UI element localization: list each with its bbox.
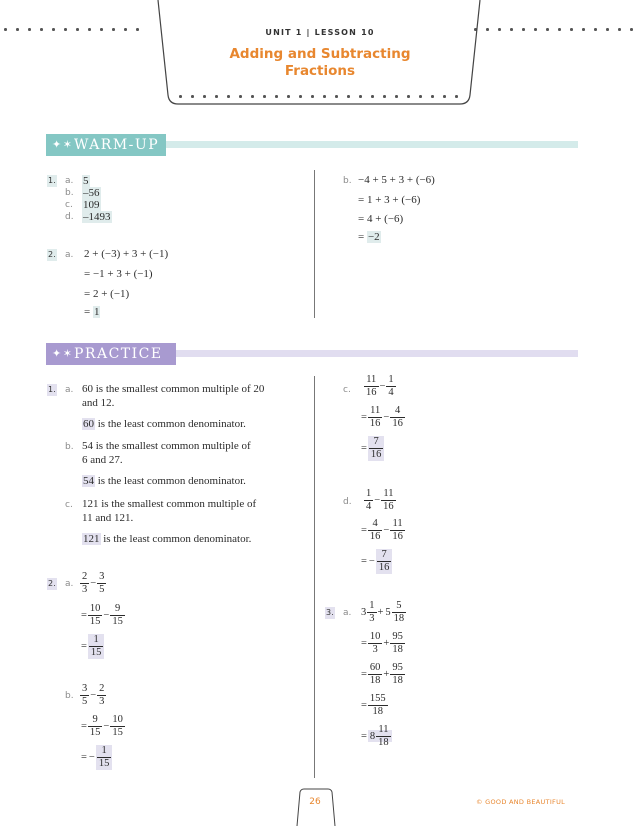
- dot: [263, 95, 266, 98]
- practice-q3-step3: = $\frac{60}{18}$ + $\frac{95}{18}$: [361, 662, 403, 686]
- practice-q3-step5: = 8 $\frac{11}{18}$: [360, 724, 392, 749]
- fraction: $\frac{1}{3}$: [369, 600, 375, 624]
- dot: [443, 95, 446, 98]
- dot: [510, 28, 513, 31]
- dot: [28, 28, 31, 31]
- warmup-q2-answer: 1: [93, 306, 100, 318]
- practice-q1a-line2: and 12.: [82, 397, 115, 409]
- practice-q1b-value: 54: [83, 475, 94, 487]
- dot: [203, 95, 206, 98]
- dot: [359, 95, 362, 98]
- warmup-q1c-value: 109: [83, 199, 100, 211]
- practice-q1a-answer: [82, 418, 246, 431]
- fraction: $\frac{11}{16}$: [383, 488, 394, 512]
- dot: [558, 28, 561, 31]
- practice-q3-step4: = $\frac{155}{18}$: [361, 693, 386, 717]
- fraction: $\frac{11}{16}$: [369, 405, 381, 429]
- dot: [546, 28, 549, 31]
- practice-column-divider: [314, 376, 315, 778]
- warmup-q1b-line3: = 4 + (−6): [358, 213, 404, 225]
- practice-q1d-work-label: d.: [343, 497, 352, 507]
- practice-q1d-step2: = $\frac{4}{16}$ − $\frac{11}{16}$: [361, 518, 403, 542]
- dot: [64, 28, 67, 31]
- practice-q2a-label: a.: [65, 579, 74, 589]
- dot: [431, 95, 434, 98]
- fraction: $\frac{9}{15}$: [89, 714, 101, 738]
- dot: [88, 28, 91, 31]
- practice-q2a-step3: = $\frac{1}{15}$: [80, 634, 104, 659]
- warmup-q1c-label: c.: [65, 200, 73, 210]
- fraction: $\frac{5}{18}$: [393, 600, 405, 624]
- practice-q1c-step1: $\frac{11}{16}$ − $\frac{1}{4}$: [366, 374, 394, 398]
- fraction: $\frac{3}{5}$: [99, 571, 105, 595]
- practice-q2a-answer: $\frac{1}{15}$: [88, 634, 105, 659]
- warmup-banner: [46, 134, 166, 156]
- dot: [606, 28, 609, 31]
- warmup-q1-number: 1.: [48, 176, 56, 185]
- fraction: $\frac{11}{16}$: [392, 518, 403, 542]
- dot: [52, 28, 55, 31]
- warmup-q1b-label: b.: [65, 188, 74, 198]
- practice-q1d-step1: $\frac{1}{4}$ − $\frac{11}{16}$: [366, 488, 394, 512]
- footer-brand: © GOOD AND BEAUTIFUL: [476, 798, 566, 806]
- practice-q1c-answer: [82, 533, 251, 546]
- unit-lesson-label: UNIT 1 | LESSON 10: [265, 28, 375, 37]
- practice-q1c-work-label: c.: [343, 385, 351, 395]
- warmup-q2-line3: = 2 + (−1): [84, 288, 130, 300]
- practice-q1d-result: $\frac{7}{16}$: [376, 549, 393, 574]
- practice-q2b-step3: = − $\frac{1}{15}$: [80, 745, 112, 770]
- fraction: $\frac{11}{18}$: [378, 724, 389, 748]
- dot: [594, 28, 597, 31]
- dot: [371, 95, 374, 98]
- dot: [395, 95, 398, 98]
- practice-q2b-answer: $\frac{1}{15}$: [96, 745, 113, 770]
- dot: [251, 95, 254, 98]
- dot: [618, 28, 621, 31]
- equals-sign: =: [84, 306, 91, 318]
- dot: [323, 95, 326, 98]
- fraction: $\frac{95}{18}$: [392, 662, 403, 686]
- practice-q3-step1: 3 $\frac{1}{3}$ + 5 $\frac{5}{18}$: [361, 600, 405, 624]
- dot: [179, 95, 182, 98]
- dot: [100, 28, 103, 31]
- warmup-q2-number: 2.: [48, 250, 56, 259]
- fraction: $\frac{1}{4}$: [388, 374, 394, 398]
- warmup-q2a-label: a.: [65, 250, 74, 260]
- dot: [227, 95, 230, 98]
- practice-q2-number: 2.: [48, 579, 56, 588]
- practice-q1a-value: 60: [83, 418, 94, 430]
- practice-q2b-step2: = $\frac{9}{15}$ − $\frac{10}{15}$: [81, 714, 123, 738]
- practice-q1a-label: a.: [65, 385, 74, 395]
- fraction: $\frac{10}{15}$: [112, 714, 123, 738]
- dot: [215, 95, 218, 98]
- dot: [407, 95, 410, 98]
- practice-q1b-line2: 6 and 27.: [82, 454, 123, 466]
- practice-q2a-step2: = $\frac{10}{15}$ − $\frac{9}{15}$: [81, 603, 123, 627]
- fraction: $\frac{10}{15}$: [89, 603, 101, 627]
- warmup-q1b-result: −2: [367, 231, 380, 243]
- dot: [455, 95, 458, 98]
- page-number-tab: [296, 788, 336, 826]
- practice-q1c-line2: 11 and 121.: [82, 512, 134, 524]
- warmup-q1d-label: d.: [65, 212, 74, 222]
- warmup-q1b-work-label: b.: [343, 176, 352, 186]
- practice-q1a-rest: is the least common denominator.: [95, 418, 246, 430]
- dot: [347, 95, 350, 98]
- dot: [124, 28, 127, 31]
- dot: [191, 95, 194, 98]
- dot: [522, 28, 525, 31]
- equals-sign: =: [358, 231, 365, 243]
- warmup-q1b-value: –56: [83, 187, 100, 199]
- practice-q1c-rest: is the least common denominator.: [100, 533, 252, 545]
- dot: [419, 95, 422, 98]
- warmup-q1a-label: a.: [65, 176, 74, 186]
- lesson-title-line1: Adding and Subtracting: [229, 46, 411, 62]
- warmup-q1b-line2: = 1 + 3 + (−6): [358, 194, 421, 206]
- practice-q3a-label: a.: [343, 608, 352, 618]
- lesson-title-line2: Fractions: [284, 63, 356, 79]
- practice-q1c-label: c.: [65, 500, 73, 510]
- fraction: $\frac{4}{16}$: [392, 405, 403, 429]
- dot: [40, 28, 43, 31]
- warmup-q2-line2: = −1 + 3 + (−1): [84, 268, 153, 280]
- fraction: $\frac{10}{3}$: [369, 631, 381, 655]
- fraction: $\frac{155}{18}$: [369, 693, 386, 717]
- warmup-q1d-answer: [82, 211, 112, 224]
- dot: [76, 28, 79, 31]
- warmup-column-divider: [314, 170, 315, 318]
- fraction: $\frac{2}{3}$: [99, 683, 105, 707]
- dot: [275, 95, 278, 98]
- dot: [16, 28, 19, 31]
- practice-q3-answer: 8 $\frac{11}{18}$: [368, 730, 392, 742]
- practice-q1c-value: 121: [83, 533, 100, 545]
- practice-q1b-label: b.: [65, 442, 74, 452]
- practice-q2b-label: b.: [65, 691, 74, 701]
- fraction: $\frac{60}{18}$: [369, 662, 381, 686]
- star-icon: ✦✶: [52, 347, 74, 360]
- fraction: $\frac{3}{5}$: [82, 683, 88, 707]
- dot: [630, 28, 633, 31]
- warmup-rule: [160, 141, 578, 148]
- warmup-q1a-value: 5: [83, 175, 89, 187]
- dot: [311, 95, 314, 98]
- dot: [570, 28, 573, 31]
- dot: [287, 95, 290, 98]
- dot: [582, 28, 585, 31]
- practice-banner: [46, 343, 176, 365]
- dot: [239, 95, 242, 98]
- fraction: $\frac{1}{4}$: [366, 488, 372, 512]
- warmup-banner-text: WARM-UP: [74, 137, 160, 153]
- dot: [136, 28, 139, 31]
- warmup-q1b-line1: −4 + 5 + 3 + (−6): [358, 174, 435, 186]
- header-dots-left: [0, 28, 150, 32]
- practice-banner-text: PRACTICE: [74, 346, 163, 362]
- fraction: $\frac{11}{16}$: [366, 374, 377, 398]
- practice-rule: [170, 350, 578, 357]
- dot: [335, 95, 338, 98]
- practice-q1c-step2: = $\frac{11}{16}$ − $\frac{4}{16}$: [361, 405, 403, 429]
- dot: [498, 28, 501, 31]
- practice-q3-number: 3.: [326, 608, 334, 617]
- practice-q1b-line1: 54 is the smallest common multiple of: [82, 440, 251, 452]
- fraction: $\frac{2}{3}$: [82, 571, 88, 595]
- practice-q1c-line1: 121 is the smallest common multiple of: [82, 498, 257, 510]
- dot: [534, 28, 537, 31]
- warmup-q2-line1: 2 + (−3) + 3 + (−1): [84, 248, 169, 260]
- practice-q1b-rest: is the least common denominator.: [95, 475, 246, 487]
- lesson-title: [175, 46, 465, 80]
- fraction: $\frac{95}{18}$: [392, 631, 403, 655]
- practice-q2b-step1: $\frac{3}{5}$ − $\frac{2}{3}$: [82, 683, 105, 707]
- practice-q1c-result: $\frac{7}{16}$: [368, 436, 385, 461]
- dot: [299, 95, 302, 98]
- practice-q2a-step1: $\frac{2}{3}$ − $\frac{3}{5}$: [82, 571, 105, 595]
- practice-q1a-line1: 60 is the smallest common multiple of 20: [82, 383, 265, 395]
- star-icon: ✦✶: [52, 138, 74, 151]
- header-dots-right: [470, 28, 638, 32]
- header-tab-dots: [175, 95, 465, 99]
- warmup-q1b-line4: [358, 231, 381, 244]
- page-number: 26: [309, 797, 321, 807]
- dot: [112, 28, 115, 31]
- fraction: $\frac{9}{15}$: [112, 603, 123, 627]
- warmup-q1d-value: –1493: [83, 211, 111, 223]
- practice-q1d-step3: = − $\frac{7}{16}$: [360, 549, 392, 574]
- practice-q1-number: 1.: [48, 385, 56, 394]
- fraction: $\frac{4}{16}$: [369, 518, 381, 542]
- practice-q1b-answer: [82, 475, 246, 488]
- dot: [4, 28, 7, 31]
- practice-q3-step2: = $\frac{10}{3}$ + $\frac{95}{18}$: [361, 631, 403, 655]
- warmup-q2-line4: [84, 306, 100, 319]
- dot: [383, 95, 386, 98]
- practice-q1c-step3: = $\frac{7}{16}$: [360, 436, 384, 461]
